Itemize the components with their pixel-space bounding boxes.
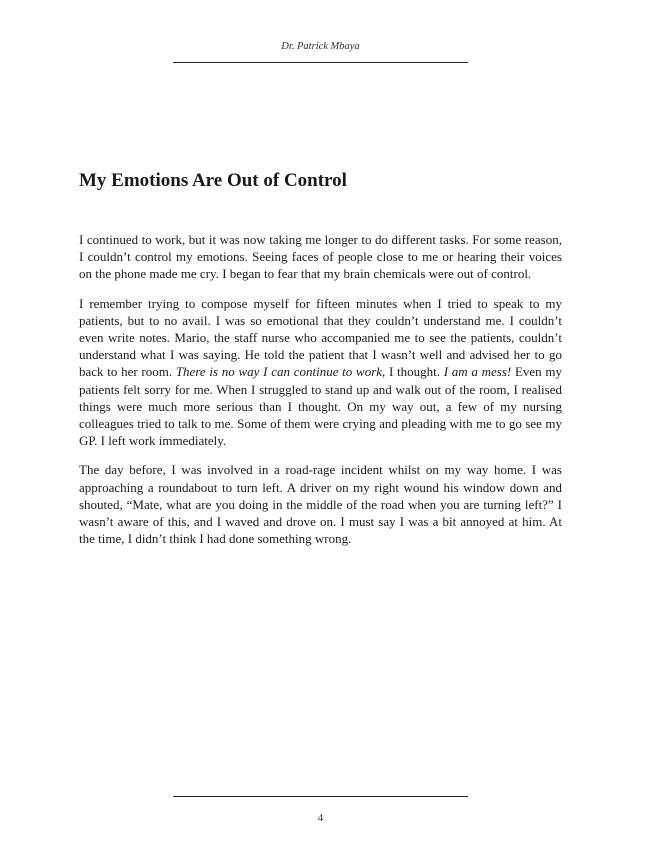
header-rule <box>173 62 468 63</box>
paragraph-2 <box>79 295 562 450</box>
paragraph-1: I continued to work, but it was now taking me longer to do different tasks. For some reason, I couldn’t control my emotions. Seeing faces of people close to me or hearing their voices on the phone made me cry. I began to fear that my brain chemicals were out of control. <box>79 232 562 282</box>
paragraph-2-italic-b: I am a mess! <box>443 364 512 380</box>
paragraph-2-text-c: Even my patients felt sorry for me. When I struggled to stand up and walk out of the room, I realised things were much more serious than I thought. On my way out, a few of my nursing colleagues tried to talk to me. Some of them were crying and pleading with me to go see my GP. I left work immediately. <box>79 364 562 449</box>
page-number: 4 <box>317 812 324 824</box>
paragraph-2-italic-a: There is no way I can continue to work, <box>175 364 386 380</box>
paragraph-3: The day before, I was involved in a road-rage incident whilst on my way home. I was approaching a roundabout to turn left. A driver on my right wound his window down and shouted, “Mate, what are you doing in the middle of the road when you are turning left?” I wasn’t aware of this, and I waved and drove on. I must say I was a bit annoyed at him. At the time, I didn’t think I had done something wrong. <box>79 462 562 547</box>
paragraph-2-text-a: I remember trying to compose myself for fifteen minutes when I tried to speak to my patients, but to no avail. I was so emotional that they couldn’t understand me. I couldn’t even write notes. Mario, the staff nurse who accompanied me to see the patients, couldn’t understand what I was saying. He told the patient that I wasn’t well and advised her to go back to her room. <box>79 295 562 380</box>
chapter-title: My Emotions Are Out of Control <box>79 170 347 191</box>
paragraph-2-text-b: I thought. <box>385 364 444 380</box>
running-header: Dr. Patrick Mbaya <box>281 41 360 52</box>
footer-rule <box>173 796 468 797</box>
body-text <box>79 231 562 559</box>
